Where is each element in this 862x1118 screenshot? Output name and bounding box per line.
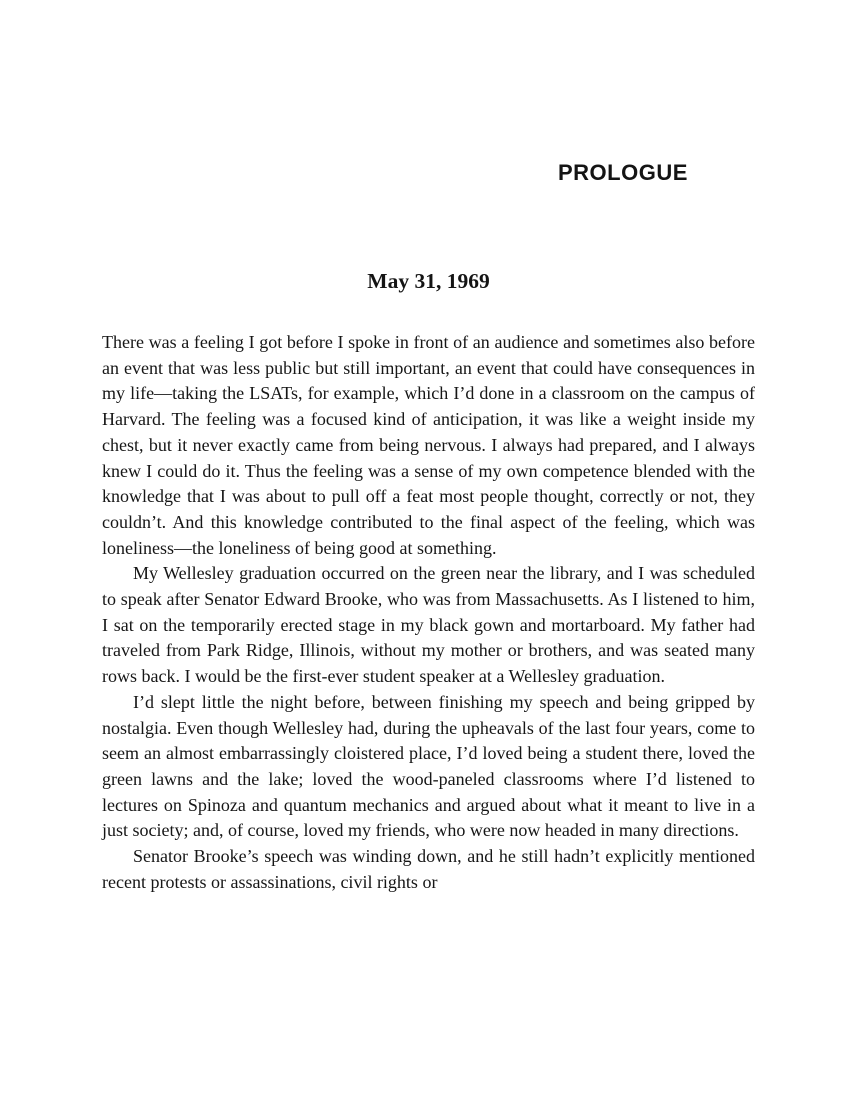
paragraph-4: Senator Brooke’s speech was winding down, and he still hadn’t explicitly mentioned recent protests or assassinations, civil rights or [102, 846, 755, 892]
paragraph-3: I’d slept little the night before, between finishing my speech and being gripped by nostalgia. Even though Wellesley had, during the upheavals of the last four years, come to seem an almost embarrassingly cloistered place, I’d loved being a student there, loved the green lawns and the lake; loved the wood-paneled classrooms where I’d listened to lectures on Spinoza and quantum mechanics and argued about what it meant to live in a just society; and, of course, loved my friends, who were now headed in many directions. [102, 691, 755, 841]
date-heading: May 31, 1969 [367, 269, 490, 293]
chapter-heading: PROLOGUE [558, 160, 688, 185]
body-text [102, 330, 755, 895]
paragraph-2: My Wellesley graduation occurred on the green near the library, and I was scheduled to speak after Senator Edward Brooke, who was from Massachusetts. As I listened to him, I sat on the temporarily erected stage in my black gown and mortarboard. My father had traveled from Park Ridge, Illinois, without my mother or brothers, and was seated many rows back. I would be the first-ever student speaker at a Wellesley graduation. [102, 563, 755, 687]
paragraph-1: There was a feeling I got before I spoke in front of an audience and sometimes also before an event that was less public but still important, an event that could have consequences in my life—taking the LSATs, for example, which I’d done in a classroom on the campus of Harvard. The feeling was a focused kind of anticipation, it was like a weight inside my chest, but it never exactly came from being nervous. I always had prepared, and I always knew I could do it. Thus the feeling was a sense of my own competence blended with the knowledge that I was about to pull off a feat most people thought, correctly or not, they couldn’t. And this knowledge contributed to the final aspect of the feeling, which was loneliness—the loneliness of being good at something. [102, 332, 755, 558]
